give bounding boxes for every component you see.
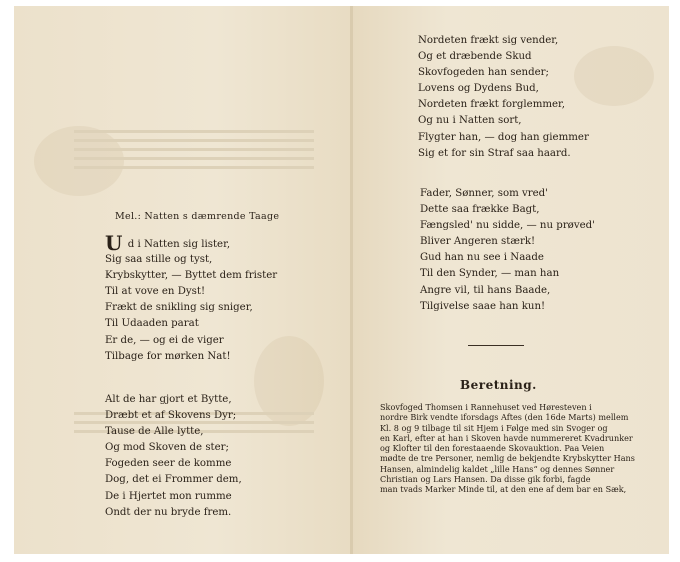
report-text: [380, 402, 642, 495]
drop-cap-u: U: [105, 231, 123, 255]
left-verse-1: [105, 231, 278, 365]
prose-line: Hansen, almindelig kaldet „lille Hans“ og dennes Sønner: [380, 463, 615, 474]
verse-line: Tilbage for mørken Nat!: [105, 350, 231, 362]
verse-line: Nordeten frækt forglemmer,: [418, 99, 566, 111]
left-verse-2: [105, 392, 242, 521]
verse-line: Dræbt et af Skovens Dyr;: [105, 410, 237, 422]
verse-line: Krybskytter, — Byttet dem frister: [105, 270, 278, 282]
right-verse-1: [418, 33, 589, 162]
verse-line: Bliver Angeren stærk!: [420, 236, 536, 248]
page-fold: [350, 6, 353, 554]
prose-line: Christian og Lars Hansen. Da disse gik forbi, fagde: [380, 474, 591, 485]
prose-line: man tvads Marker Minde til, at den ene af dem bar en Sæk,: [380, 484, 627, 495]
verse-line: Til at vove en Dyst!: [105, 286, 206, 298]
verse-line: Gud han nu see i Naade: [420, 252, 544, 264]
prose-line: og Klofter til den forestaaende Skovauktion. Paa Veien: [380, 443, 605, 454]
verse-line: Til den Synder, — man han: [420, 268, 560, 280]
verse-line: Og nu i Natten sort,: [418, 115, 522, 127]
prose-line: en Karl, efter at han i Skoven havde nummereret Kvadrunker: [380, 432, 633, 443]
prose-line: Kl. 8 og 9 tilbage til sit Hjem i Følge med sin Svoger og: [380, 422, 608, 433]
verse-line: Lovens og Dydens Bud,: [418, 83, 539, 95]
verse-line: Dog, det ei Frommer dem,: [105, 474, 242, 486]
section-divider: [468, 345, 524, 346]
verse-line: Tilgivelse saae han kun!: [420, 300, 546, 312]
verse-line: Nordeten frækt sig vender,: [418, 35, 559, 46]
verse-line: Fængsled' nu sidde, — nu prøved': [420, 220, 595, 232]
verse-line: De i Hjertet mon rumme: [105, 490, 232, 502]
verse-line: Og mod Skoven de ster;: [105, 442, 229, 454]
prose-line: Skovfoged Thomsen i Rannehuset ved Høresteven i: [380, 402, 592, 412]
verse-line: Sig saa stille og tyst,: [105, 254, 213, 266]
verse-line-text: d i Natten sig lister,: [124, 239, 231, 250]
verse-line: Skovfogeden han sender;: [418, 67, 549, 79]
prose-line: mødte de tre Personer, nemlig de bekjendte Krybskytter Hans: [380, 453, 635, 464]
verse-line: Dette saa frække Bagt,: [420, 204, 540, 216]
verse-line: Er de, — og ei de viger: [105, 334, 224, 346]
verse-line: Og et dræbende Skud: [418, 51, 532, 63]
verse-line: Fogeden seer de komme: [105, 458, 232, 470]
verse-line: Alt de har gjort et Bytte,: [105, 394, 232, 405]
verse-line: Flygter han, — dog han giemmer: [418, 131, 589, 143]
right-verse-2: [420, 186, 595, 315]
melody-label: Mel.: Natten s dæmrende Taage: [115, 211, 280, 222]
section-heading: Beretning.: [460, 378, 537, 392]
verse-line: Angre vil, til hans Baade,: [420, 284, 551, 296]
verse-line: Til Udaaden parat: [105, 318, 199, 330]
verse-line: Sig et for sin Straf saa haard.: [418, 147, 571, 159]
verse-line: Tause de Alle lytte,: [105, 426, 204, 438]
verse-line: Ondt der nu bryde frem.: [105, 506, 232, 518]
prose-line: nordre Birk vendte iforsdags Aftes (den 16de Marts) mellem: [380, 412, 629, 423]
verse-line: [105, 231, 277, 255]
verse-line: Frækt de snikling sig sniger,: [105, 302, 253, 314]
verse-line: Fader, Sønner, som vred': [420, 188, 548, 199]
show-through-text: [74, 124, 314, 175]
